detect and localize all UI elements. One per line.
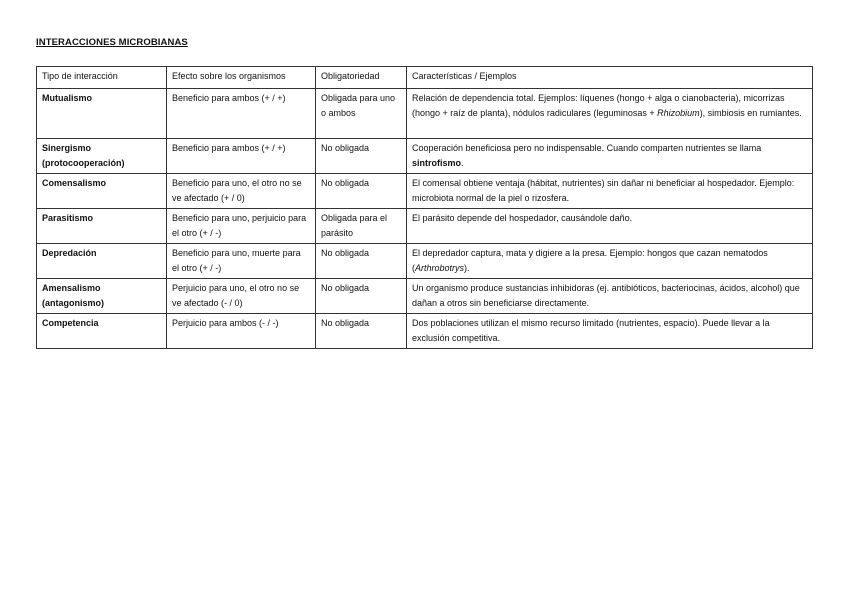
cell-efecto: Beneficio para uno, el otro no se ve afectado (+ / 0)	[167, 174, 316, 209]
italic-term: Rhizobium	[657, 107, 700, 118]
cell-obligatoriedad: No obligada	[316, 279, 407, 314]
cell-tipo: Parasitismo	[37, 209, 167, 244]
cell-efecto: Beneficio para ambos (+ / +)	[167, 139, 316, 174]
table-row	[37, 174, 813, 209]
table-row	[37, 139, 813, 174]
table-row	[37, 279, 813, 314]
header-obligatoriedad: Obligatoriedad	[316, 67, 407, 89]
italic-term: Arthrobotrys	[415, 262, 465, 273]
cell-tipo: Comensalismo	[37, 174, 167, 209]
cell-obligatoriedad: Obligada para uno o ambos	[316, 89, 407, 139]
cell-caracteristicas	[407, 89, 813, 139]
text-segment: Cooperación beneficiosa pero no indispensable. Cuando comparten nutrientes se llama	[412, 143, 762, 153]
cell-obligatoriedad: No obligada	[316, 139, 407, 174]
cell-efecto: Perjuicio para uno, el otro no se ve afectado (- / 0)	[167, 279, 316, 314]
cell-caracteristicas: El parásito depende del hospedador, causándole daño.	[407, 209, 813, 244]
table-row	[37, 244, 813, 279]
text-segment: Relación de dependencia total. Ejemplos: líquenes (hongo + alga o cianobacteria), micorrizas (hongo + raíz de planta), nódulos radiculares (leguminosas +	[412, 93, 785, 118]
cell-caracteristicas: Dos poblaciones utilizan el mismo recurso limitado (nutrientes, espacio). Puede llevar a la exclusión competitiva.	[407, 314, 813, 349]
table-row	[37, 314, 813, 349]
table-row	[37, 209, 813, 244]
cell-caracteristicas: Un organismo produce sustancias inhibidoras (ej. antibióticos, bacteriocinas, ácidos, alcohol) que dañan a otros sin beneficiarse directamente.	[407, 279, 813, 314]
header-efecto: Efecto sobre los organismos	[167, 67, 316, 89]
cell-obligatoriedad: No obligada	[316, 244, 407, 279]
cell-efecto: Perjuicio para ambos (- / -)	[167, 314, 316, 349]
cell-caracteristicas	[407, 139, 813, 174]
cell-tipo: Competencia	[37, 314, 167, 349]
bold-term: sintrofismo	[412, 157, 462, 168]
cell-obligatoriedad: No obligada	[316, 174, 407, 209]
page-title: INTERACCIONES MICROBIANAS	[36, 37, 188, 48]
header-tipo: Tipo de interacción	[37, 67, 167, 89]
cell-obligatoriedad: Obligada para el parásito	[316, 209, 407, 244]
cell-efecto: Beneficio para ambos (+ / +)	[167, 89, 316, 139]
cell-caracteristicas	[407, 244, 813, 279]
interactions-table	[36, 66, 813, 349]
header-caracteristicas: Características / Ejemplos	[407, 67, 813, 89]
cell-obligatoriedad: No obligada	[316, 314, 407, 349]
cell-tipo: Sinergismo (protocooperación)	[37, 139, 167, 174]
table-row	[37, 89, 813, 139]
cell-tipo: Amensalismo (antagonismo)	[37, 279, 167, 314]
table-header-row	[37, 67, 813, 89]
cell-tipo: Depredación	[37, 244, 167, 279]
cell-efecto: Beneficio para uno, perjuicio para el otro (+ / -)	[167, 209, 316, 244]
text-segment: El depredador captura, mata y digiere a la presa. Ejemplo: hongos que cazan nematodos (	[412, 248, 768, 273]
cell-caracteristicas: El comensal obtiene ventaja (hábitat, nutrientes) sin dañar ni beneficiar al hospedador. Ejemplo: microbiota normal de la piel o rizosfera.	[407, 174, 813, 209]
text-segment: .	[461, 157, 464, 168]
text-segment: ), simbiosis en rumiantes.	[699, 107, 802, 118]
cell-efecto: Beneficio para uno, muerte para el otro (+ / -)	[167, 244, 316, 279]
text-segment: ).	[464, 262, 470, 273]
cell-tipo: Mutualismo	[37, 89, 167, 139]
